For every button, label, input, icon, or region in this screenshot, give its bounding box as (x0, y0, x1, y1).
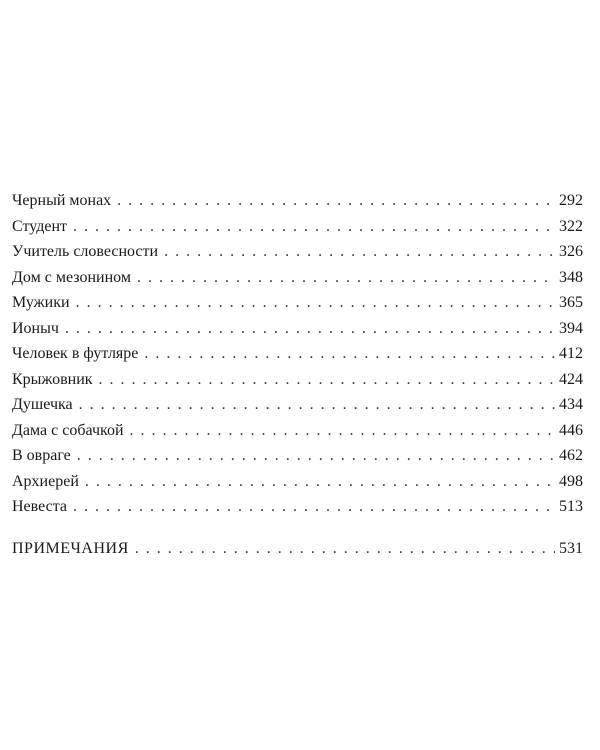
toc-entry-title: Черный монах (12, 192, 112, 209)
dot-leader (117, 188, 555, 214)
toc-entry-page: 462 (559, 447, 583, 464)
toc-entry-black-monk (12, 188, 583, 214)
toc-entry-page: 446 (559, 421, 583, 439)
toc-entry-title: Дом с мезонином (12, 268, 131, 286)
toc-entry-page: 292 (559, 192, 583, 209)
toc-entry-notes (12, 536, 583, 562)
notes-section (12, 536, 583, 562)
dot-leader (73, 214, 555, 240)
dot-leader (77, 443, 555, 469)
toc-entry-title: Душечка (12, 396, 73, 413)
toc-entry-page: 531 (559, 540, 583, 557)
toc-entry-title: ПРИМЕЧАНИЯ (12, 540, 129, 557)
toc-entry-title: В овраге (12, 447, 71, 464)
toc-entry-title: Архиерей (12, 472, 79, 490)
toc-entry-title: Крыжовник (12, 370, 93, 388)
dot-leader (135, 536, 555, 562)
toc-entry-student (12, 214, 583, 240)
toc-entry-page: 326 (559, 243, 583, 260)
toc-entry-page: 513 (559, 498, 583, 515)
toc-entry-house-with-mezzanine (12, 265, 583, 291)
dot-leader (130, 418, 555, 444)
toc-entry-title: Студент (12, 217, 68, 235)
toc-entry-page: 365 (559, 294, 583, 311)
toc-entry-page: 412 (559, 345, 583, 362)
dot-leader (79, 392, 555, 418)
toc-entry-bishop (12, 469, 583, 495)
dot-leader (85, 469, 555, 495)
toc-entry-title: Дама с собачкой (12, 421, 124, 439)
toc-entry-peasants (12, 290, 583, 316)
dot-leader (65, 316, 555, 342)
dot-leader (76, 290, 555, 316)
toc-entry-ionych (12, 316, 583, 342)
toc-entry-in-the-ravine (12, 443, 583, 469)
toc-entry-title: Невеста (12, 498, 68, 515)
toc-entry-gooseberries (12, 367, 583, 393)
dot-leader (137, 265, 555, 291)
toc-entry-betrothed (12, 494, 583, 520)
toc-entry-page: 424 (559, 370, 583, 388)
toc-entry-title: Ионыч (12, 319, 59, 337)
toc-entry-page: 348 (559, 268, 583, 286)
table-of-contents (12, 188, 583, 520)
toc-entry-man-in-a-case (12, 341, 583, 367)
toc-entry-page: 322 (559, 217, 583, 235)
toc-entry-title: Человек в футляре (12, 345, 139, 362)
toc-entry-teacher-of-literature (12, 239, 583, 265)
toc-entry-page: 498 (559, 472, 583, 490)
toc-entry-lady-with-the-dog (12, 418, 583, 444)
toc-entry-page: 434 (559, 396, 583, 413)
toc-entry-title: Мужики (12, 294, 70, 311)
dot-leader (73, 494, 555, 520)
toc-entry-title: Учитель словесности (12, 243, 159, 260)
dot-leader (144, 341, 555, 367)
toc-entry-page: 394 (559, 319, 583, 337)
dot-leader (164, 239, 555, 265)
toc-entry-darling (12, 392, 583, 418)
dot-leader (99, 367, 555, 393)
